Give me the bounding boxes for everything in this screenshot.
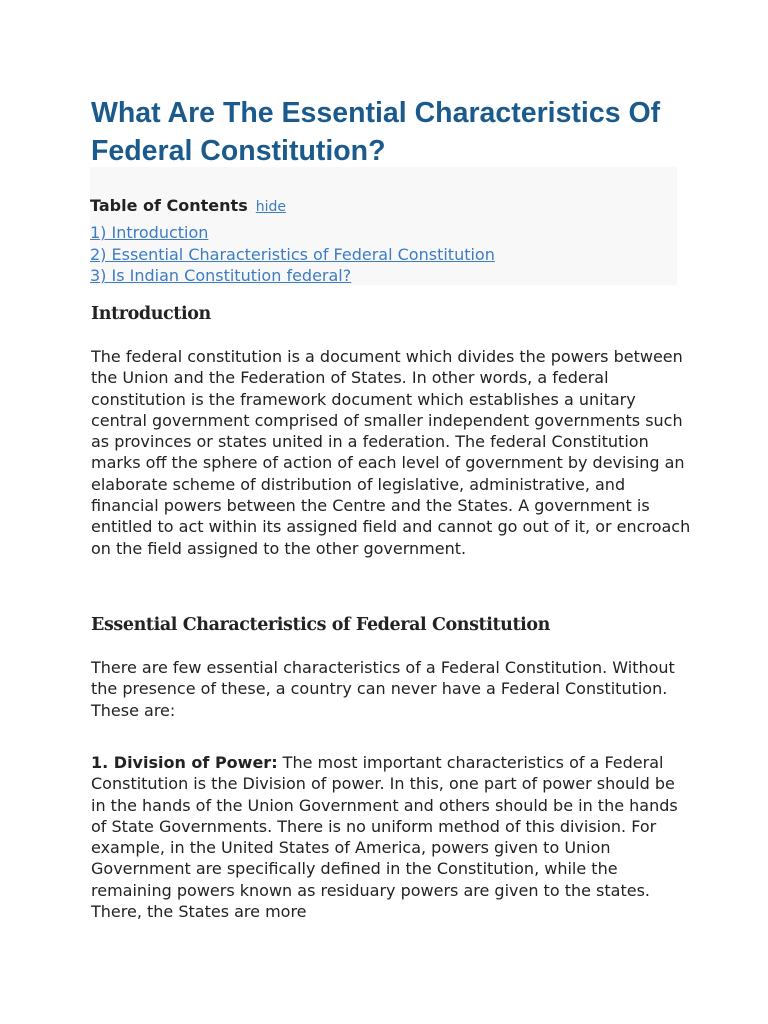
point-division-of-power-lead: 1. Division of Power:: [91, 753, 278, 772]
intro-paragraph: The federal constitution is a document which divides the powers between the Union and the Federation of States. In other words, a federal constitution is the framework document which establishes a unitary central government comprised of smaller independent governments such as provinces or states united in a federation. The federal Constitution marks off the sphere of action of each level of government by devising an elaborate scheme of distribution of legislative, administrative, and financial powers between the Centre and the States. A government is entitled to act within its assigned field and cannot go out of it, or encroach on the field assigned to the other government.: [91, 347, 691, 558]
toc-link-essential-characteristics[interactable]: 2) Essential Characteristics of Federal Constitution: [90, 244, 495, 264]
point-division-of-power-body: The most important characteristics of a Federal Constitution is the Division of power. In this, one part of power should be in the hands of the Union Government and others should be in the hands of State Governments. There is no uniform method of this division. For example, in the United States of America, powers given to Union Government are specifically defined in the Constitution, while the remaining powers known as residuary powers are given to the states. There, the States are more: [91, 753, 678, 922]
toc-link-indian-constitution[interactable]: 3) Is Indian Constitution federal?: [90, 266, 352, 285]
toc-link-introduction[interactable]: 1) Introduction: [90, 223, 209, 242]
toc-heading: Table of Contents: [90, 196, 248, 215]
article-title: What Are The Essential Characteristics Of Federal Constitution?: [91, 97, 661, 167]
section-heading-essential-characteristics: Essential Characteristics of Federal Constitution: [91, 615, 550, 635]
section-heading-introduction: Introduction: [91, 304, 211, 324]
toc-header: [90, 196, 286, 217]
point-division-of-power: [91, 752, 691, 922]
toc-list: [90, 222, 495, 287]
toc-hide-link[interactable]: hide: [255, 199, 286, 215]
table-of-contents: [90, 167, 677, 285]
essential-intro-paragraph: There are few essential characteristics of a Federal Constitution. Without the presence of these, a country can never have a Federal Constitution. These are:: [91, 658, 675, 720]
